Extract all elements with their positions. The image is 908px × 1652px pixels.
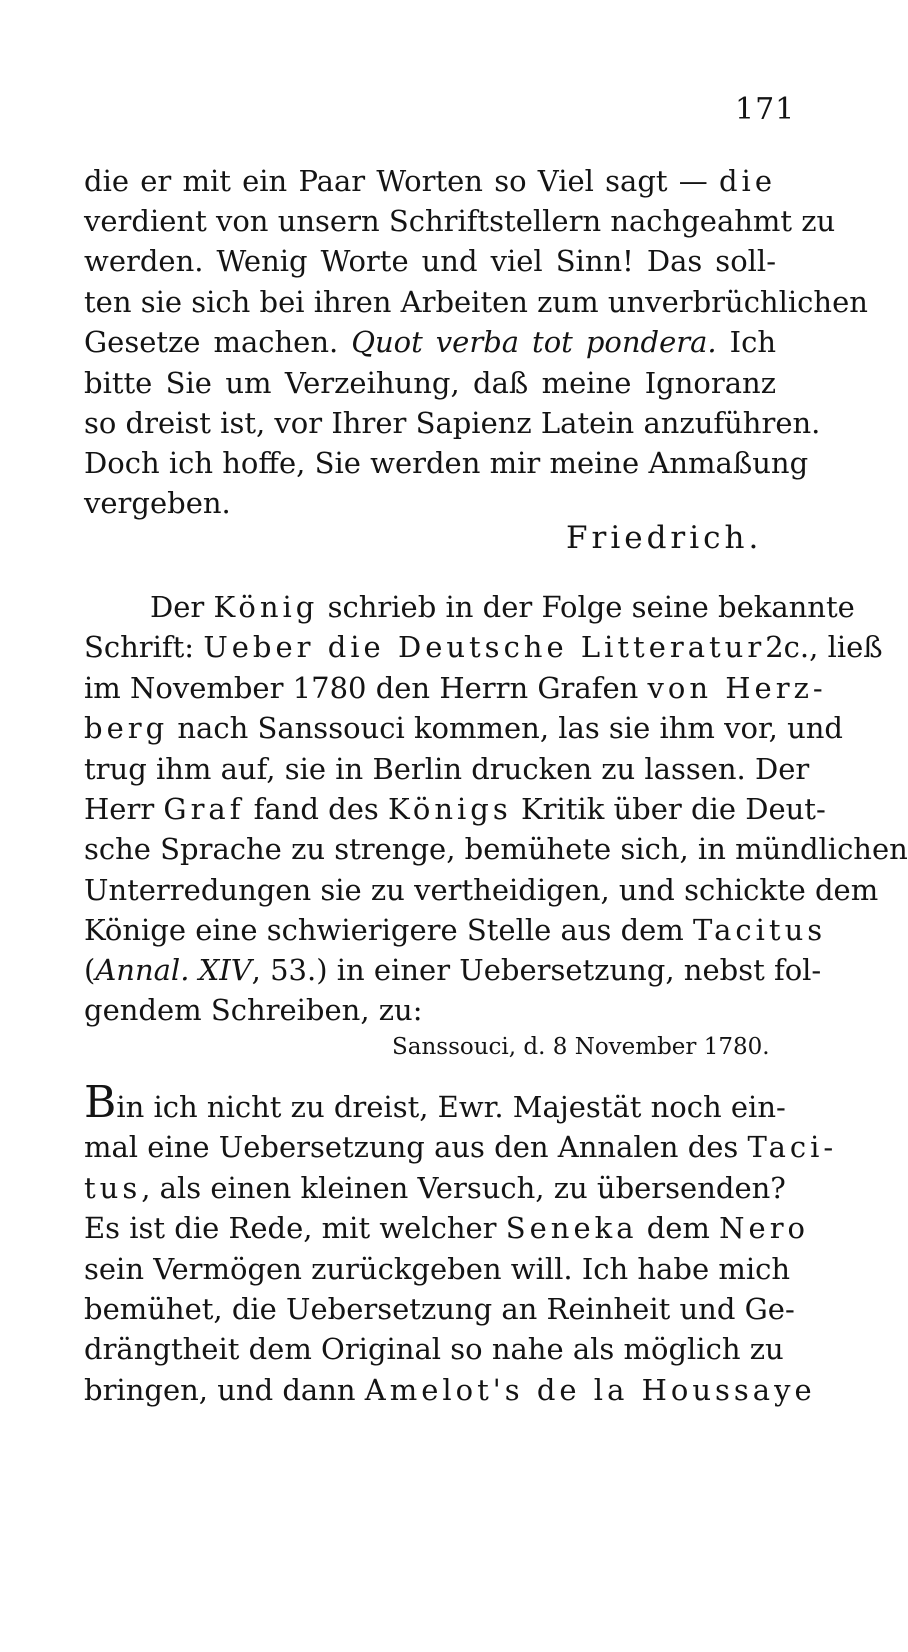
text-line <box>84 1169 786 1207</box>
text-line: so dreist ist, vor Ihrer Sapienz Latein anzuführen. <box>84 406 821 440</box>
text-span: Ich <box>716 325 776 359</box>
text-line: gendem Schreiben, zu: <box>84 993 423 1027</box>
spaced-text: König <box>213 590 319 624</box>
text-span: die er mit ein Paar Worten so Viel sagt — <box>84 164 719 198</box>
text-span: Herr <box>84 792 164 826</box>
text-line: sein Vermögen zurückgeben will. Ich habe mich <box>84 1252 791 1286</box>
latin-quote: Quot verba tot pondera. <box>351 325 717 359</box>
text-line: trug ihm auf, sie in Berlin drucken zu lassen. Der <box>84 752 810 786</box>
text-line: werden. Wenig Worte und viel Sinn! Das soll- <box>84 244 776 278</box>
text-span: Gesetze machen. <box>84 325 352 359</box>
text-span: bringen, und dann <box>84 1373 365 1407</box>
spaced-text: Graf <box>163 792 245 826</box>
spaced-text: Tacitus <box>693 913 827 947</box>
spaced-text: Königs <box>388 792 512 826</box>
text-span: Es ist die Rede, mit welcher <box>84 1211 506 1245</box>
text-span: nach Sanssouci kommen, las sie ihm vor, und <box>168 711 844 745</box>
text-span: Könige eine schwierigere Stelle aus dem <box>84 913 694 947</box>
text-line: bemühet, die Uebersetzung an Reinheit und Ge- <box>84 1292 795 1326</box>
initial-capital: B <box>84 1077 117 1128</box>
text-span: schrieb in der Folge seine bekannte <box>318 590 855 624</box>
text-span: mal eine Uebersetzung aus den Annalen des <box>84 1130 748 1164</box>
text-line <box>84 162 776 200</box>
text-line <box>84 1209 810 1247</box>
spaced-text: berg <box>84 711 169 745</box>
signature-friedrich: Friedrich. <box>566 520 763 556</box>
text-line <box>84 323 776 361</box>
text-line: verdient von unsern Schriftstellern nachgeahmt zu <box>84 204 836 238</box>
text-span: , als einen kleinen Versuch, zu übersenden? <box>141 1171 786 1205</box>
text-line: drängtheit dem Original so nahe als möglich zu <box>84 1332 784 1366</box>
text-span: ( <box>84 953 96 987</box>
text-span: Kritik über die Deut- <box>511 792 826 826</box>
text-line <box>84 790 826 828</box>
letter-dateline: Sanssouci, d. 8 November 1780. <box>392 1034 770 1060</box>
text-span: Schrift: <box>84 630 204 664</box>
text-line: bitte Sie um Verzeihung, daß meine Ignoranz <box>84 366 776 400</box>
book-title: Ueber die Deutsche Litteratur <box>203 630 766 664</box>
text-line: vergeben. <box>84 486 231 520</box>
text-line <box>150 588 855 626</box>
text-span: fand des <box>244 792 388 826</box>
spaced-text: Nero <box>719 1211 810 1245</box>
text-line <box>84 911 827 949</box>
spaced-text: Seneka <box>505 1211 638 1245</box>
text-line <box>84 628 883 666</box>
text-line <box>84 669 827 707</box>
text-line <box>84 1077 786 1128</box>
spaced-text: tus <box>84 1171 142 1205</box>
text-span: in ich nicht zu dreist, Ewr. Majestät noch ein- <box>116 1090 786 1124</box>
text-span: 2c., ließ <box>765 630 883 664</box>
text-span: im November 1780 den Herrn Grafen <box>84 671 648 705</box>
text-span: Der <box>150 590 214 624</box>
text-line <box>84 1128 838 1166</box>
text-line: Unterredungen sie zu vertheidigen, und schickte dem <box>84 873 879 907</box>
text-line <box>84 709 844 747</box>
spaced-text: Taci- <box>747 1130 838 1164</box>
text-span: dem <box>637 1211 720 1245</box>
spaced-text: Amelot's de la Houssaye <box>364 1373 816 1407</box>
text-span: , 53.) in einer Uebersetzung, nebst fol- <box>251 953 822 987</box>
page-number: 171 <box>735 92 796 127</box>
text-line: Doch ich hoffe, Sie werden mir meine Anmaßung <box>84 446 809 480</box>
text-line: ten sie sich bei ihren Arbeiten zum unverbrüchlichen <box>84 285 868 319</box>
spaced-text: die <box>718 164 776 198</box>
text-line: sche Sprache zu strenge, bemühete sich, in mündlichen <box>84 832 908 866</box>
text-line <box>84 951 822 989</box>
citation: Annal. XIV <box>95 953 252 987</box>
spaced-text: von Herz- <box>647 671 827 705</box>
text-line <box>84 1371 816 1409</box>
